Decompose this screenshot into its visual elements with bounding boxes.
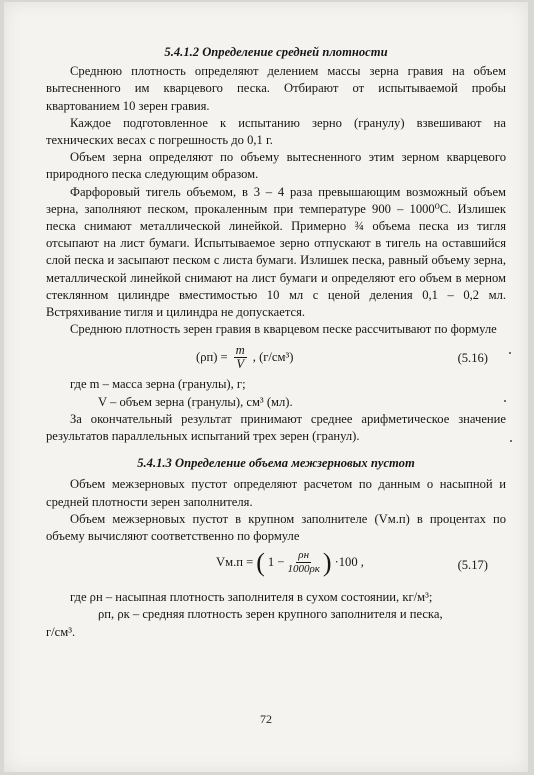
formula-5-17 <box>46 547 506 587</box>
equation-number: (5.16) <box>457 351 488 366</box>
document-page <box>4 2 528 772</box>
fraction-numerator: ρн <box>298 549 310 562</box>
paragraph: Каждое подготовленное к испытанию зерно (гранулу) взвешивают на технических весах с погрешность до 0,1 г. <box>46 115 506 148</box>
scan-speck <box>504 400 506 402</box>
paragraph: Среднюю плотность определяют делением массы зерна гравия на объем вытесненного им кварцевого песка. Отбирают от испытываемой пробы квартованием 10 зерен гравия. <box>46 64 506 113</box>
right-paren: ) <box>322 547 332 577</box>
paragraph: Среднюю плотность зерен гравия в кварцевом песке рассчитывают по формуле <box>70 322 497 337</box>
definition-line: где ρн – насыпная плотность заполнителя в сухом состоянии, кг/м³; <box>70 590 433 605</box>
paragraph: За окончательный результат принимают среднее арифметическое значение результатов параллельных испытаний трех зерен (гранул). <box>46 411 506 444</box>
paragraph: Объем межзерновых пустот в крупном заполнителе (Vм.п) в процентах по объему вычисляют соответственно по формуле <box>46 511 506 544</box>
fraction-numerator: m <box>235 343 245 358</box>
paragraph: Объем межзерновых пустот определяют расчетом по данным о насыпной и средней плотности зерен заполнителя. <box>46 477 506 509</box>
scan-speck <box>509 352 511 354</box>
definition-line: где m – масса зерна (гранулы), г; <box>70 377 246 392</box>
one-minus: 1 − <box>267 555 285 570</box>
definition-line: ρп, ρк – средняя плотность зерен крупного заполнителя и песка, <box>98 607 443 622</box>
paragraph: Объем зерна определяют по объему вытесненного этим зерном кварцевого природного песка следующим образом. <box>46 150 506 182</box>
formula-lhs: Vм.п = <box>216 555 254 570</box>
fraction-denominator: 1000ρк <box>287 563 320 576</box>
formula-units: , (г/см³) <box>252 350 294 365</box>
definition-line: г/см³. <box>46 624 76 639</box>
formula-5-16 <box>46 340 506 374</box>
left-paren: ( <box>256 547 265 577</box>
formula-fraction <box>234 344 247 371</box>
formula-fraction <box>287 549 319 576</box>
definition-line: V – объем зерна (гранулы), см³ (мл). <box>98 394 293 409</box>
formula-tail: ·100 , <box>334 555 364 570</box>
paragraph: Фарфоровый тигель объемом, в 3 – 4 раза превышающим возможный объем зерна, заполняют песком, прокаленным при температуре 900 – 1000⁰С. Излишек песка снимают металлической линейкой. Примерно ¾ объема песка из тигля отсыпают на лист бумаги. Испытываемое зерно отпускают в тигель на оставшийся слой песка и засыпают песком с листа бумаги. Излишек песка, равный объему зерна, металлической линейкой снимают на лист бумаги и определяют его объем в мерном стеклянном цилиндре вместимостью 10 мл с ценой деления 0,1 – 0,2 мл. Встряхивание тигля и цилиндра не допускается. <box>46 184 506 320</box>
text-column <box>46 44 506 641</box>
fraction-denominator: V <box>236 357 245 372</box>
scan-speck <box>510 440 512 442</box>
section-heading-voids: 5.4.1.3 Определение объема межзерновых пустот <box>137 456 415 471</box>
formula-lhs: (ρп) = <box>196 350 228 365</box>
section-heading-mean-density: 5.4.1.2 Определение средней плотности <box>164 45 388 59</box>
equation-number: (5.17) <box>457 558 488 573</box>
page-number: 72 <box>260 712 272 726</box>
